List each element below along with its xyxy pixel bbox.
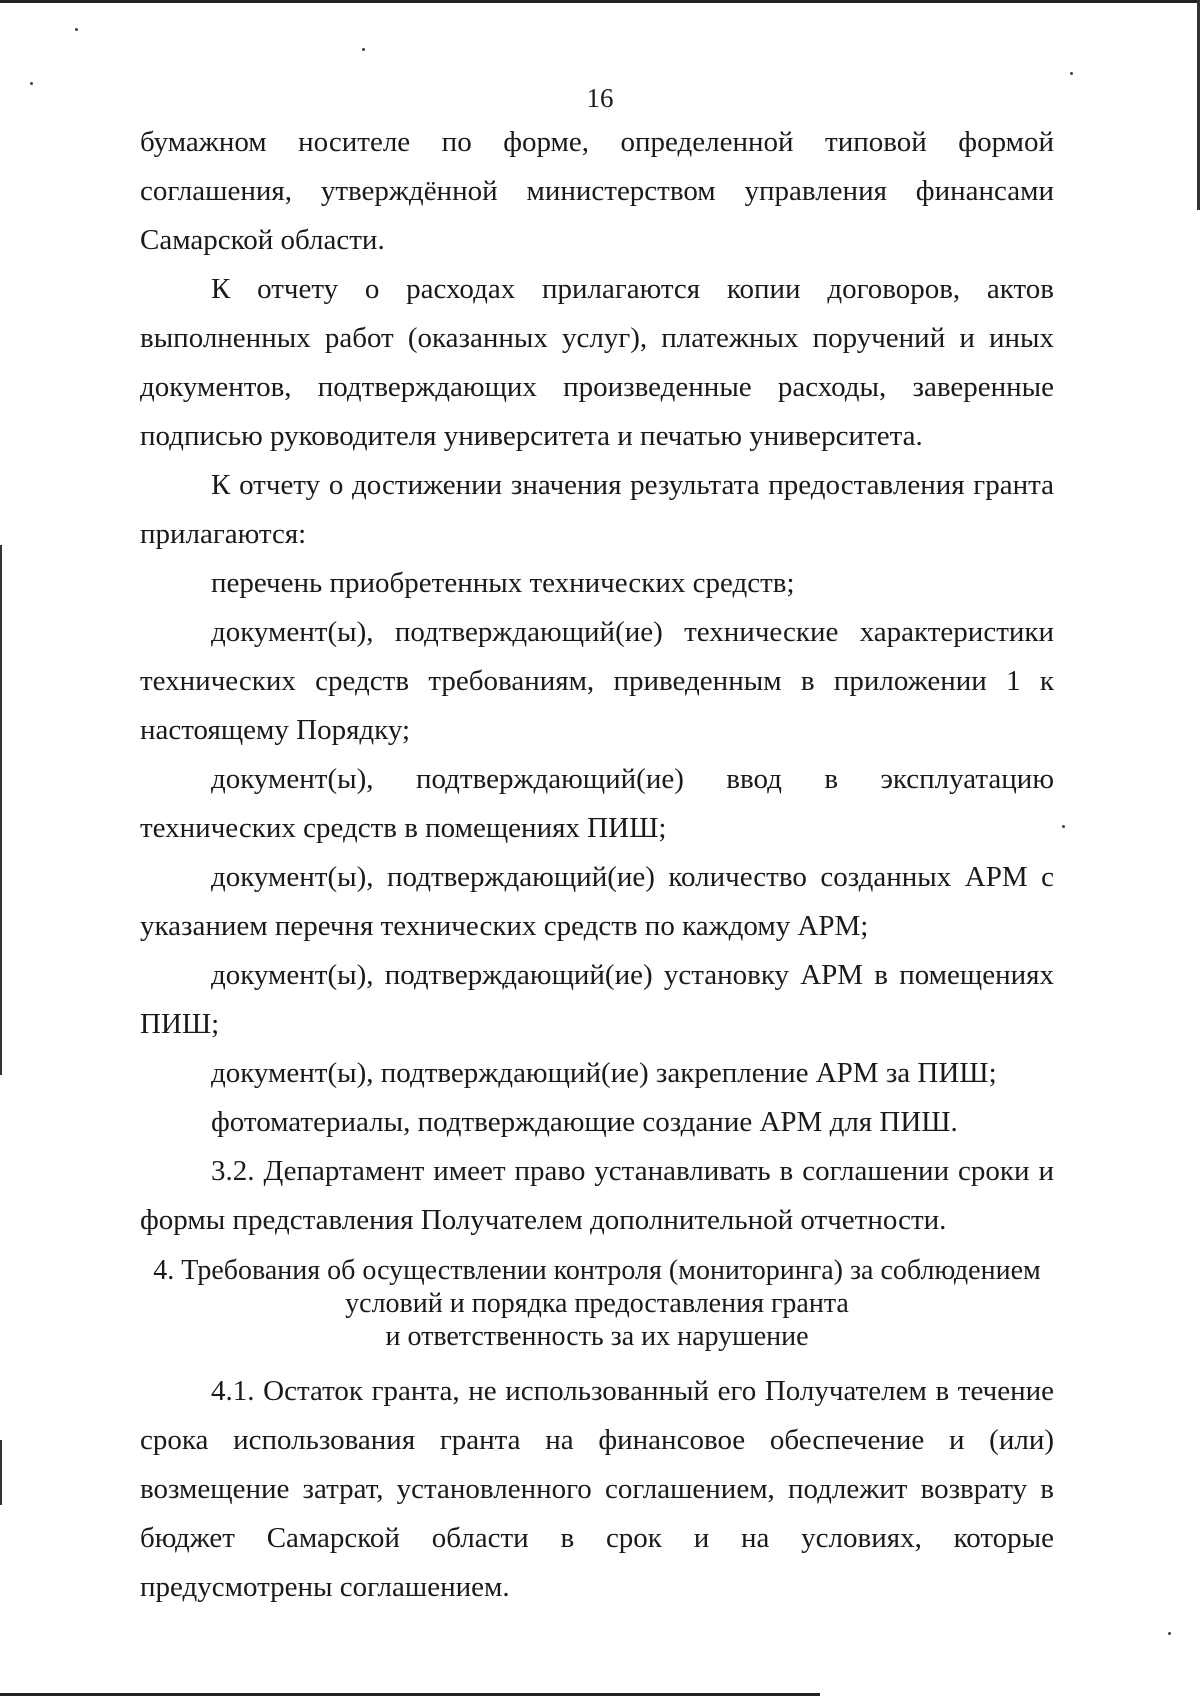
paragraph: К отчету о достижении значения результата предоставления гранта прилагаются:: [140, 469, 1054, 550]
scan-speck: [1070, 72, 1073, 75]
section-4-heading: [140, 1254, 1054, 1353]
scan-edge-top: [0, 0, 1200, 3]
heading-line: 4. Требования об осуществлении контроля (мониторинга) за соблюдением: [153, 1255, 1041, 1286]
list-item: документ(ы), подтверждающий(ие) ввод в эксплуатацию технических средств в помещениях ПИШ;: [140, 763, 1054, 844]
scan-speck: [1168, 1632, 1171, 1635]
section-3-text: [140, 118, 1054, 1245]
heading-line: и ответственность за их нарушение: [385, 1321, 809, 1352]
list-item: перечень приобретенных технических средств;: [211, 567, 795, 599]
section-4-text: [140, 1367, 1054, 1612]
paragraph: 3.2. Департамент имеет право устанавливать в соглашении сроки и формы представления Получателем дополнительной отчетности.: [140, 1155, 1054, 1236]
scan-edge-left-lower: [0, 1440, 2, 1505]
scan-edge-bottom: [0, 1693, 820, 1696]
list-item: документ(ы), подтверждающий(ие) количество созданных АРМ с указанием перечня технических средств по каждому АРМ;: [140, 861, 1054, 942]
heading-line: условий и порядка предоставления гранта: [345, 1288, 849, 1319]
list-item: документ(ы), подтверждающий(ие) закрепление АРМ за ПИШ;: [211, 1057, 997, 1089]
list-item: документ(ы), подтверждающий(ие) установку АРМ в помещениях ПИШ;: [140, 959, 1054, 1040]
scan-speck: [362, 48, 365, 51]
scan-edge-left: [0, 545, 2, 1075]
paragraph: 4.1. Остаток гранта, не использованный его Получателем в течение срока использования гранта на финансовое обеспечение и (или) возмещение затрат, установленного соглашением, подлежит возврату в бюджет Самарской области в срок и на условиях, которые предусмотрены соглашением.: [140, 1375, 1054, 1603]
paragraph: бумажном носителе по форме, определенной типовой формой соглашения, утверждённой министерством управления финансами Самарской области.: [140, 126, 1054, 256]
scan-speck: [75, 28, 78, 31]
scan-speck: [1062, 825, 1065, 828]
list-item: документ(ы), подтверждающий(ие) технические характеристики технических средств требованиям, приведенным в приложении 1 к настоящему Порядку;: [140, 616, 1054, 746]
list-item: фотоматериалы, подтверждающие создание АРМ для ПИШ.: [211, 1106, 958, 1138]
paragraph: К отчету о расходах прилагаются копии договоров, актов выполненных работ (оказанных услуг), платежных поручений и иных документов, подтверждающих произведенные расходы, заверенные подписью руководителя университета и печатью университета.: [140, 273, 1054, 452]
page-number: 16: [586, 83, 614, 113]
